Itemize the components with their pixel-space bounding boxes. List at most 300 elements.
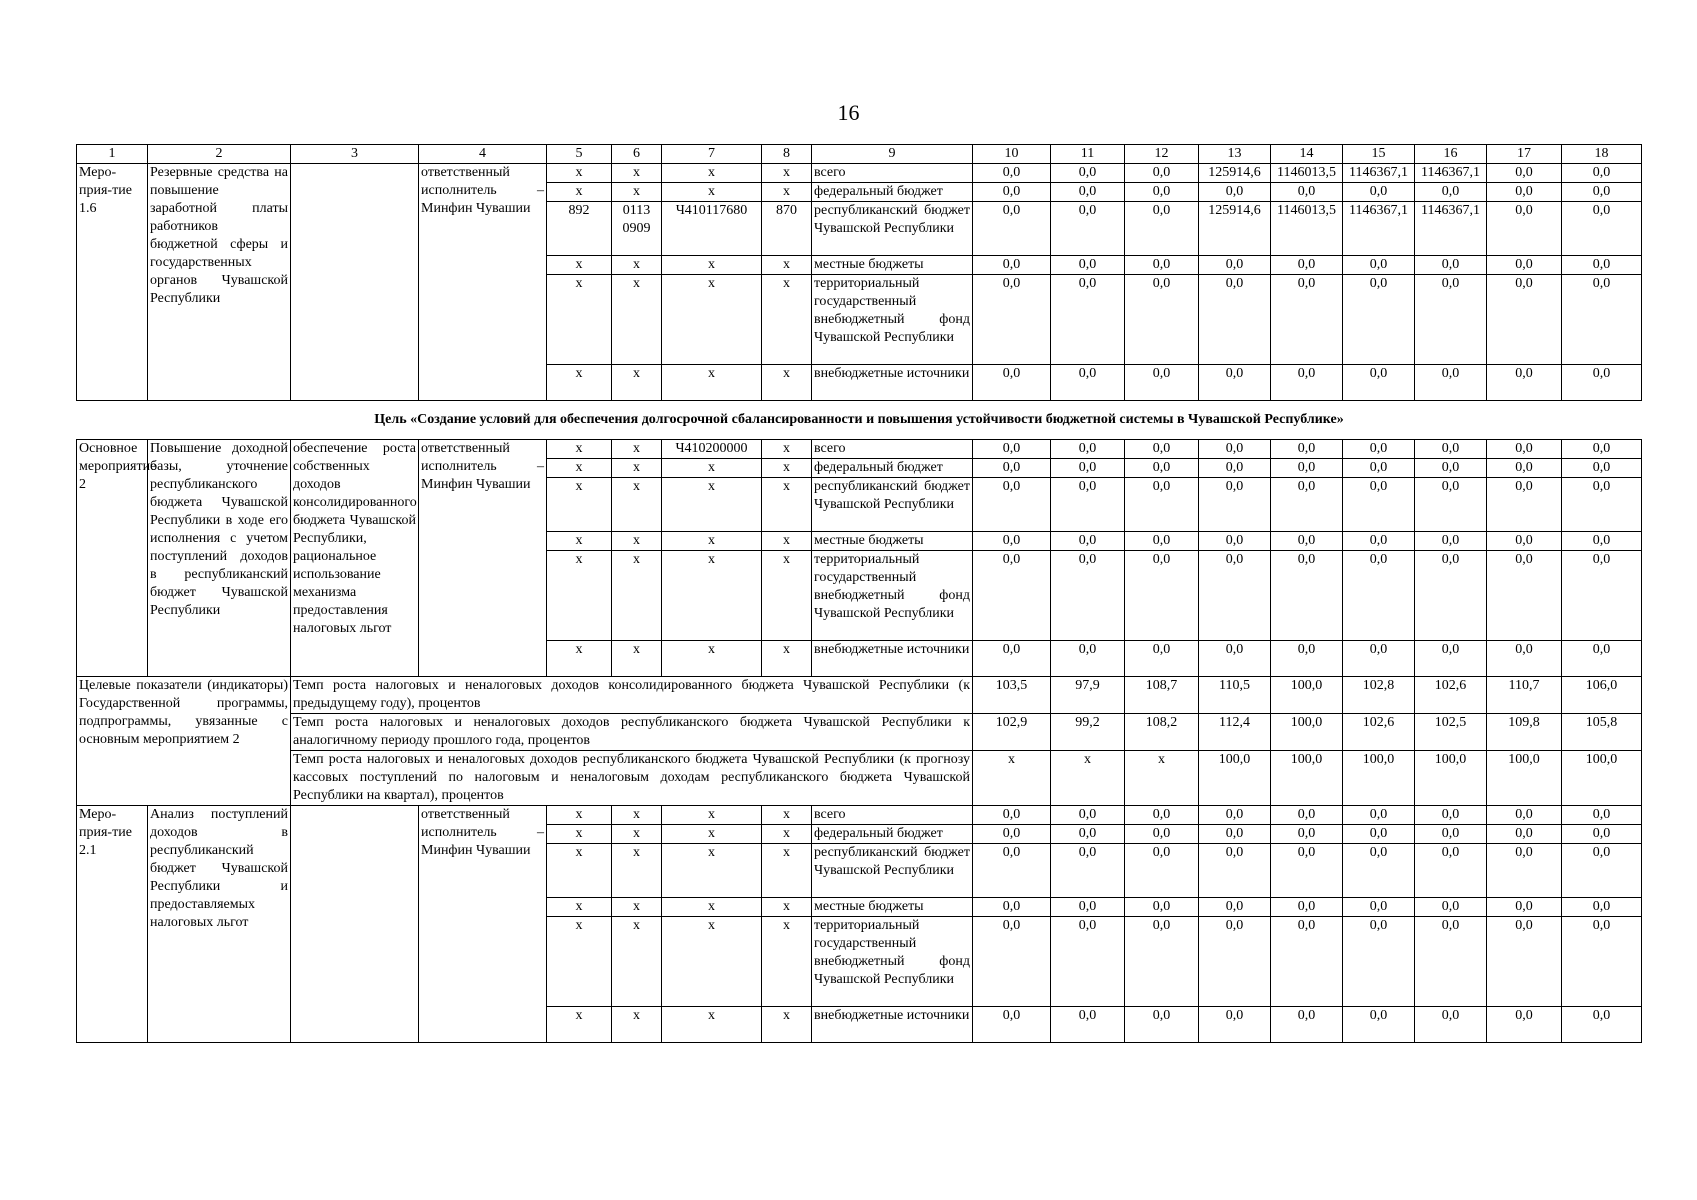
column-number: 12 [1125, 145, 1199, 164]
target-article-code: х [662, 917, 762, 1007]
grbs-code: х [547, 806, 612, 825]
section-code: х [612, 551, 662, 641]
amount-cell: 0,0 [1487, 275, 1562, 365]
column-number: 15 [1343, 145, 1415, 164]
amount-cell: 0,0 [1562, 806, 1642, 825]
amount-cell: 0,0 [1271, 256, 1343, 275]
indicator-row [77, 751, 1642, 806]
amount-cell: 0,0 [1271, 365, 1343, 401]
amount-cell: 0,0 [1343, 1007, 1415, 1043]
amount-cell: 0,0 [1125, 440, 1199, 459]
indicator-value: 106,0 [1562, 677, 1642, 714]
goal-heading: Цель «Создание условий для обеспечения долгосрочной сбалансированности и повышения устойчивости бюджетной системы в Чувашской Республике» [77, 401, 1642, 440]
amount-cell: 0,0 [1125, 898, 1199, 917]
grbs-code: х [547, 256, 612, 275]
indicator-value: 110,7 [1487, 677, 1562, 714]
indicator-value: 99,2 [1051, 714, 1125, 751]
amount-cell: 0,0 [1199, 478, 1271, 532]
funding-source: всего [812, 440, 973, 459]
amount-cell: 0,0 [1343, 478, 1415, 532]
expense-type-code: х [762, 844, 812, 898]
amount-cell: 0,0 [1562, 440, 1642, 459]
amount-cell: 0,0 [1199, 183, 1271, 202]
header-row [77, 145, 1642, 164]
event-executor: ответственный исполнитель – Минфин Чувашии [419, 164, 547, 401]
event-name: Повышение доходной базы, уточнение республиканского бюджета Чувашской Республики в ходе его исполнения с учетом поступлений доходов в республиканский бюджет Чувашской Республики [148, 440, 291, 677]
grbs-code: х [547, 478, 612, 532]
amount-cell: 0,0 [1487, 551, 1562, 641]
amount-cell: 0,0 [1343, 641, 1415, 677]
amount-cell: 0,0 [1051, 365, 1125, 401]
budget-row [77, 806, 1642, 825]
target-article-code: х [662, 532, 762, 551]
amount-cell: 0,0 [1271, 825, 1343, 844]
target-article-code: х [662, 641, 762, 677]
indicator-value: х [973, 751, 1051, 806]
target-article-code: х [662, 478, 762, 532]
amount-cell: 0,0 [1487, 164, 1562, 183]
target-article-code: Ч410117680 [662, 202, 762, 256]
amount-cell: 0,0 [1343, 275, 1415, 365]
amount-cell: 0,0 [1125, 183, 1199, 202]
indicator-value: 100,0 [1271, 714, 1343, 751]
indicator-value: 100,0 [1562, 751, 1642, 806]
amount-cell: 1146013,5 [1271, 202, 1343, 256]
amount-cell: 0,0 [1125, 202, 1199, 256]
target-article-code: х [662, 844, 762, 898]
column-number: 5 [547, 145, 612, 164]
amount-cell: 0,0 [1415, 806, 1487, 825]
indicator-value: 100,0 [1487, 751, 1562, 806]
indicator-value: 102,9 [973, 714, 1051, 751]
amount-cell: 0,0 [1271, 532, 1343, 551]
amount-cell: 0,0 [1415, 365, 1487, 401]
target-article-code: х [662, 898, 762, 917]
amount-cell: 0,0 [973, 551, 1051, 641]
indicator-value: х [1051, 751, 1125, 806]
amount-cell: 0,0 [1199, 641, 1271, 677]
indicator-value: 100,0 [1199, 751, 1271, 806]
section-code: х [612, 478, 662, 532]
column-number: 4 [419, 145, 547, 164]
indicator-value: 102,8 [1343, 677, 1415, 714]
amount-cell: 0,0 [973, 440, 1051, 459]
funding-source: всего [812, 164, 973, 183]
funding-source: территориальный государственный внебюджетный фонд Чувашской Республики [812, 917, 973, 1007]
amount-cell: 0,0 [1271, 641, 1343, 677]
section-code: х [612, 641, 662, 677]
funding-source: республиканский бюджет Чувашской Республики [812, 202, 973, 256]
amount-cell: 0,0 [973, 825, 1051, 844]
indicator-row [77, 677, 1642, 714]
amount-cell: 0,0 [1562, 459, 1642, 478]
amount-cell: 0,0 [1051, 275, 1125, 365]
column-number: 17 [1487, 145, 1562, 164]
amount-cell: 0,0 [1562, 917, 1642, 1007]
funding-source: федеральный бюджет [812, 183, 973, 202]
amount-cell: 0,0 [1562, 164, 1642, 183]
target-article-code: х [662, 1007, 762, 1043]
grbs-code: х [547, 551, 612, 641]
amount-cell: 0,0 [1343, 551, 1415, 641]
event-executor: ответственный исполнитель – Минфин Чувашии [419, 806, 547, 1043]
indicator-value: 105,8 [1562, 714, 1642, 751]
expense-type-code: х [762, 532, 812, 551]
amount-cell: 0,0 [1271, 806, 1343, 825]
expense-type-code: х [762, 917, 812, 1007]
amount-cell: 0,0 [1487, 183, 1562, 202]
amount-cell: 0,0 [1562, 275, 1642, 365]
amount-cell: 0,0 [1051, 641, 1125, 677]
section-code: х [612, 1007, 662, 1043]
expense-type-code: х [762, 898, 812, 917]
amount-cell: 0,0 [973, 202, 1051, 256]
amount-cell: 0,0 [1051, 551, 1125, 641]
expense-type-code: х [762, 1007, 812, 1043]
amount-cell: 0,0 [1051, 532, 1125, 551]
amount-cell: 0,0 [1487, 641, 1562, 677]
column-number: 3 [291, 145, 419, 164]
section-code: 0113 0909 [612, 202, 662, 256]
amount-cell: 0,0 [1343, 459, 1415, 478]
section-code: х [612, 459, 662, 478]
section-code: х [612, 844, 662, 898]
indicator-value: 103,5 [973, 677, 1051, 714]
amount-cell: 0,0 [1199, 917, 1271, 1007]
target-article-code: х [662, 183, 762, 202]
section-code: х [612, 825, 662, 844]
grbs-code: х [547, 1007, 612, 1043]
amount-cell: 0,0 [1487, 365, 1562, 401]
event-name: Резервные средства на повышение заработной платы работников бюджетной сферы и государственных органов Чувашской Республики [148, 164, 291, 401]
amount-cell: 0,0 [1343, 440, 1415, 459]
indicator-value: 108,2 [1125, 714, 1199, 751]
amount-cell: 0,0 [1415, 917, 1487, 1007]
expense-type-code: х [762, 164, 812, 183]
event-name: Анализ поступлений доходов в республиканский бюджет Чувашской Республики и предоставляемых налоговых льгот [148, 806, 291, 1043]
amount-cell: 0,0 [1125, 825, 1199, 844]
amount-cell: 0,0 [1051, 806, 1125, 825]
indicator-value: 102,6 [1343, 714, 1415, 751]
section-code: х [612, 256, 662, 275]
amount-cell: 0,0 [973, 641, 1051, 677]
amount-cell: 0,0 [1125, 256, 1199, 275]
grbs-code: х [547, 440, 612, 459]
target-article-code: х [662, 825, 762, 844]
amount-cell: 0,0 [1199, 459, 1271, 478]
indicator-text: Темп роста налоговых и неналоговых доходов республиканского бюджета Чувашской Республики к аналогичному периоду прошлого года, процентов [291, 714, 973, 751]
amount-cell: 0,0 [1125, 275, 1199, 365]
amount-cell: 0,0 [1051, 844, 1125, 898]
column-number: 1 [77, 145, 148, 164]
indicator-value: 110,5 [1199, 677, 1271, 714]
budget-table [76, 144, 1642, 1043]
column-number: 7 [662, 145, 762, 164]
amount-cell: 0,0 [1199, 256, 1271, 275]
event-goal: обеспечение роста собственных доходов консолидированного бюджета Чувашской Республики, рациональное использование механизма предоставления налоговых льгот [291, 440, 419, 677]
amount-cell: 0,0 [973, 256, 1051, 275]
amount-cell: 0,0 [1199, 551, 1271, 641]
event-goal [291, 806, 419, 1043]
section-code: х [612, 898, 662, 917]
amount-cell: 0,0 [1051, 898, 1125, 917]
grbs-code: х [547, 917, 612, 1007]
amount-cell: 0,0 [1271, 917, 1343, 1007]
column-number: 18 [1562, 145, 1642, 164]
amount-cell: 0,0 [1199, 532, 1271, 551]
indicator-row [77, 714, 1642, 751]
expense-type-code: х [762, 459, 812, 478]
amount-cell: 0,0 [1343, 183, 1415, 202]
funding-source: внебюджетные источники [812, 641, 973, 677]
amount-cell: 0,0 [1562, 844, 1642, 898]
amount-cell: 1146367,1 [1343, 164, 1415, 183]
expense-type-code: х [762, 478, 812, 532]
target-article-code: х [662, 806, 762, 825]
amount-cell: 0,0 [1199, 275, 1271, 365]
amount-cell: 0,0 [1487, 898, 1562, 917]
section-code: х [612, 806, 662, 825]
amount-cell: 0,0 [973, 478, 1051, 532]
amount-cell: 125914,6 [1199, 202, 1271, 256]
amount-cell: 0,0 [1271, 1007, 1343, 1043]
column-number: 8 [762, 145, 812, 164]
section-code: х [612, 164, 662, 183]
amount-cell: 0,0 [1343, 256, 1415, 275]
amount-cell: 0,0 [1199, 844, 1271, 898]
amount-cell: 0,0 [973, 164, 1051, 183]
amount-cell: 0,0 [1051, 164, 1125, 183]
target-article-code: Ч410200000 [662, 440, 762, 459]
amount-cell: 0,0 [1562, 183, 1642, 202]
funding-source: федеральный бюджет [812, 825, 973, 844]
amount-cell: 0,0 [1487, 825, 1562, 844]
amount-cell: 0,0 [1051, 917, 1125, 1007]
amount-cell: 0,0 [1562, 532, 1642, 551]
grbs-code: х [547, 641, 612, 677]
grbs-code: 892 [547, 202, 612, 256]
amount-cell: 0,0 [1271, 440, 1343, 459]
indicator-value: 102,6 [1415, 677, 1487, 714]
amount-cell: 0,0 [1487, 844, 1562, 898]
amount-cell: 0,0 [1562, 641, 1642, 677]
amount-cell: 0,0 [973, 898, 1051, 917]
expense-type-code: х [762, 551, 812, 641]
amount-cell: 0,0 [1343, 806, 1415, 825]
indicator-value: 108,7 [1125, 677, 1199, 714]
indicator-value: 100,0 [1271, 677, 1343, 714]
indicator-text: Темп роста налоговых и неналоговых доходов республиканского бюджета Чувашской Республики (к прогнозу кассовых поступлений по налоговым и неналоговым доходам республиканского бюджета Чувашской Республики на квартал), процентов [291, 751, 973, 806]
amount-cell: 0,0 [1415, 478, 1487, 532]
grbs-code: х [547, 825, 612, 844]
amount-cell: 125914,6 [1199, 164, 1271, 183]
grbs-code: х [547, 459, 612, 478]
amount-cell: 0,0 [1343, 825, 1415, 844]
amount-cell: 0,0 [1051, 1007, 1125, 1043]
amount-cell: 0,0 [1125, 917, 1199, 1007]
amount-cell: 0,0 [1562, 202, 1642, 256]
amount-cell: 0,0 [973, 532, 1051, 551]
amount-cell: 0,0 [1125, 551, 1199, 641]
grbs-code: х [547, 164, 612, 183]
event-type: Меро-прия-тие 1.6 [77, 164, 148, 401]
section-code: х [612, 532, 662, 551]
amount-cell: 0,0 [1415, 532, 1487, 551]
amount-cell: 0,0 [1051, 825, 1125, 844]
amount-cell: 0,0 [1343, 898, 1415, 917]
amount-cell: 0,0 [1199, 440, 1271, 459]
amount-cell: 0,0 [1562, 478, 1642, 532]
section-code: х [612, 440, 662, 459]
event-type: Меро-прия-тие 2.1 [77, 806, 148, 1043]
target-article-code: х [662, 459, 762, 478]
section-code: х [612, 275, 662, 365]
amount-cell: 0,0 [1487, 806, 1562, 825]
section-code: х [612, 183, 662, 202]
amount-cell: 0,0 [1415, 275, 1487, 365]
funding-source: внебюджетные источники [812, 365, 973, 401]
amount-cell: 0,0 [1343, 844, 1415, 898]
column-number: 2 [148, 145, 291, 164]
funding-source: местные бюджеты [812, 256, 973, 275]
column-number: 11 [1051, 145, 1125, 164]
indicator-value: х [1125, 751, 1199, 806]
target-article-code: х [662, 256, 762, 275]
amount-cell: 0,0 [973, 844, 1051, 898]
expense-type-code: х [762, 825, 812, 844]
expense-type-code: х [762, 365, 812, 401]
amount-cell: 0,0 [973, 806, 1051, 825]
amount-cell: 0,0 [1487, 1007, 1562, 1043]
amount-cell: 0,0 [1051, 202, 1125, 256]
indicator-value: 109,8 [1487, 714, 1562, 751]
expense-type-code: х [762, 275, 812, 365]
amount-cell: 0,0 [1271, 183, 1343, 202]
target-article-code: х [662, 164, 762, 183]
goal-row [77, 401, 1642, 440]
funding-source: местные бюджеты [812, 532, 973, 551]
indicator-value: 100,0 [1343, 751, 1415, 806]
amount-cell: 0,0 [973, 183, 1051, 202]
amount-cell: 0,0 [1487, 917, 1562, 1007]
column-number: 13 [1199, 145, 1271, 164]
amount-cell: 0,0 [1051, 256, 1125, 275]
grbs-code: х [547, 844, 612, 898]
amount-cell: 0,0 [1051, 440, 1125, 459]
indicator-value: 100,0 [1415, 751, 1487, 806]
grbs-code: х [547, 365, 612, 401]
amount-cell: 0,0 [1271, 275, 1343, 365]
amount-cell: 0,0 [1415, 256, 1487, 275]
amount-cell: 0,0 [973, 365, 1051, 401]
amount-cell: 1146367,1 [1415, 202, 1487, 256]
amount-cell: 0,0 [1271, 844, 1343, 898]
amount-cell: 0,0 [1415, 641, 1487, 677]
amount-cell: 0,0 [1343, 917, 1415, 1007]
amount-cell: 0,0 [1415, 898, 1487, 917]
amount-cell: 0,0 [1125, 459, 1199, 478]
amount-cell: 0,0 [1562, 256, 1642, 275]
expense-type-code: х [762, 183, 812, 202]
amount-cell: 0,0 [1125, 1007, 1199, 1043]
amount-cell: 0,0 [973, 1007, 1051, 1043]
amount-cell: 0,0 [1125, 532, 1199, 551]
amount-cell: 0,0 [1199, 898, 1271, 917]
column-number: 9 [812, 145, 973, 164]
amount-cell: 0,0 [1199, 1007, 1271, 1043]
amount-cell: 0,0 [1415, 459, 1487, 478]
amount-cell: 0,0 [1487, 532, 1562, 551]
amount-cell: 1146367,1 [1343, 202, 1415, 256]
amount-cell: 0,0 [1487, 202, 1562, 256]
expense-type-code: х [762, 806, 812, 825]
table-body [77, 145, 1642, 1043]
funding-source: местные бюджеты [812, 898, 973, 917]
section-code: х [612, 917, 662, 1007]
funding-source: территориальный государственный внебюджетный фонд Чувашской Республики [812, 551, 973, 641]
grbs-code: х [547, 275, 612, 365]
grbs-code: х [547, 183, 612, 202]
column-number: 10 [973, 145, 1051, 164]
amount-cell: 0,0 [1562, 825, 1642, 844]
indicator-value: 112,4 [1199, 714, 1271, 751]
amount-cell: 0,0 [1562, 365, 1642, 401]
amount-cell: 0,0 [1562, 1007, 1642, 1043]
indicator-text: Темп роста налоговых и неналоговых доходов консолидированного бюджета Чувашской Республики (к предыдущему году), процентов [291, 677, 973, 714]
amount-cell: 0,0 [1343, 365, 1415, 401]
expense-type-code: х [762, 256, 812, 275]
indicator-value: 102,5 [1415, 714, 1487, 751]
amount-cell: 0,0 [1199, 365, 1271, 401]
amount-cell: 0,0 [1415, 844, 1487, 898]
grbs-code: х [547, 898, 612, 917]
amount-cell: 0,0 [1125, 806, 1199, 825]
amount-cell: 0,0 [1487, 478, 1562, 532]
amount-cell: 0,0 [1271, 459, 1343, 478]
amount-cell: 1146367,1 [1415, 164, 1487, 183]
funding-source: республиканский бюджет Чувашской Республики [812, 478, 973, 532]
funding-source: республиканский бюджет Чувашской Республики [812, 844, 973, 898]
amount-cell: 0,0 [1562, 898, 1642, 917]
indicator-value: 100,0 [1271, 751, 1343, 806]
column-number: 6 [612, 145, 662, 164]
expense-type-code: 870 [762, 202, 812, 256]
amount-cell: 0,0 [973, 917, 1051, 1007]
amount-cell: 0,0 [1125, 844, 1199, 898]
amount-cell: 0,0 [1199, 825, 1271, 844]
page-number: 16 [837, 100, 860, 125]
amount-cell: 0,0 [1415, 551, 1487, 641]
event-goal [291, 164, 419, 401]
funding-source: всего [812, 806, 973, 825]
column-number: 16 [1415, 145, 1487, 164]
event-executor: ответственный исполнитель – Минфин Чувашии [419, 440, 547, 677]
amount-cell: 0,0 [1415, 440, 1487, 459]
amount-cell: 0,0 [1125, 641, 1199, 677]
indicator-value: 97,9 [1051, 677, 1125, 714]
amount-cell: 0,0 [973, 459, 1051, 478]
amount-cell: 0,0 [1199, 806, 1271, 825]
funding-source: федеральный бюджет [812, 459, 973, 478]
amount-cell: 0,0 [1051, 459, 1125, 478]
amount-cell: 0,0 [1487, 256, 1562, 275]
amount-cell: 0,0 [1562, 551, 1642, 641]
target-article-code: х [662, 275, 762, 365]
target-article-code: х [662, 365, 762, 401]
amount-cell: 0,0 [1125, 365, 1199, 401]
indicators-label: Целевые показатели (индикаторы) Государственной программы, подпрограммы, увязанные с основным мероприятием 2 [77, 677, 291, 806]
amount-cell: 0,0 [1125, 164, 1199, 183]
